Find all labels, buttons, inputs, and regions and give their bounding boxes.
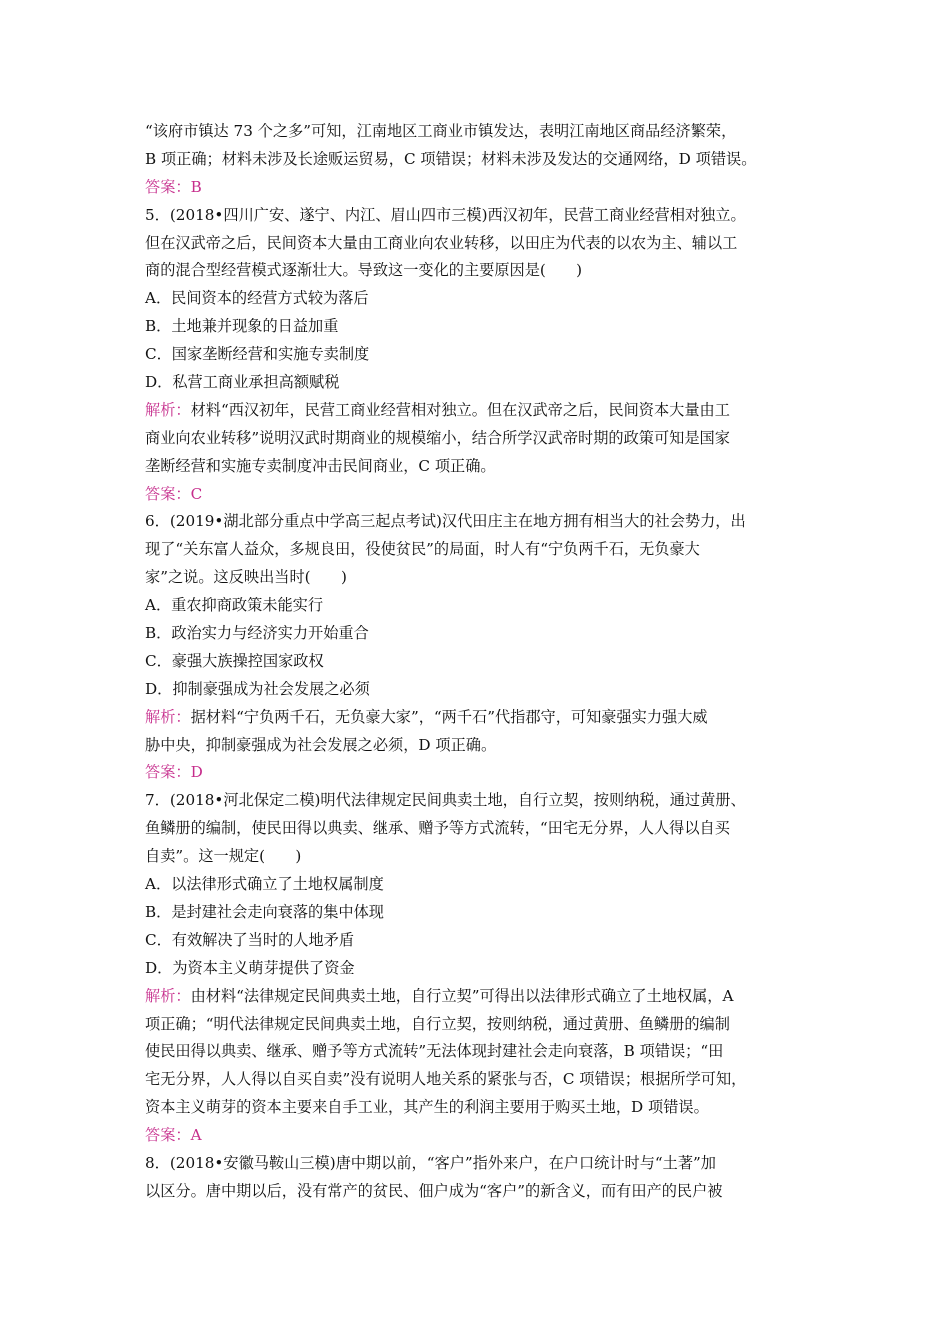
answer-value: A <box>190 1126 202 1145</box>
text-line: 商的混合型经营模式逐渐壮大。导致这一变化的主要原因是( ) <box>145 261 583 280</box>
text-line: 8．(2018•安徽马鞍山三模)唐中期以前，“客户”指外来户，在户口统计时与“土著”加 <box>145 1153 716 1172</box>
analysis-text: 由材料“法律规定民间典卖土地，自行立契”可得出以法律形式确立了土地权属，A <box>190 986 734 1005</box>
text-line: 使民田得以典卖、继承、赠予等方式流转”无法体现封建社会走向衰落，B 项错误；“田 <box>145 1042 724 1061</box>
analysis-label: 解析： <box>145 986 191 1005</box>
answer-label: 答案： <box>145 484 191 503</box>
text-line: A．重农抑商政策未能实行 <box>145 596 324 615</box>
text-line: 现了“关东富人益众，多规良田，役使贫民”的局面，时人有“宁负两千石，无负豪大 <box>145 540 700 559</box>
answer-label: 答案： <box>145 1126 191 1145</box>
text-line: B．是封建社会走向衰落的集中体现 <box>145 902 384 921</box>
analysis-label: 解析： <box>145 707 191 726</box>
analysis-label: 解析： <box>145 400 191 419</box>
document-body <box>145 118 820 1206</box>
answer-label: 答案： <box>145 763 191 782</box>
text-line: 资本主义萌芽的资本主要来自手工业，其产生的利润主要用于购买土地，D 项错误。 <box>145 1098 709 1117</box>
analysis-text: 材料“西汉初年，民营工商业经营相对独立。但在汉武帝之后，民间资本大量由工 <box>190 400 730 419</box>
text-line: 自卖”。这一规定( ) <box>145 847 302 866</box>
text-line: D．为资本主义萌芽提供了资金 <box>145 958 355 977</box>
text-line: A．以法律形式确立了土地权属制度 <box>145 875 384 894</box>
text-line: 家”之说。这反映出当时( ) <box>145 568 347 587</box>
text-line: C．豪强大族操控国家政权 <box>145 651 324 670</box>
answer-value: B <box>190 177 202 196</box>
text-line: 7．(2018•河北保定二模)明代法律规定民间典卖土地，自行立契，按则纳税，通过黄册、 <box>145 791 746 810</box>
text-line: 以区分。唐中期以后，没有常产的贫民、佃户成为“客户”的新含义，而有田产的民户被 <box>145 1181 723 1200</box>
text-line: 但在汉武帝之后，民间资本大量由工商业向农业转移，以田庄为代表的以农为主、辅以工 <box>145 233 738 252</box>
analysis-text: 据材料“宁负两千石，无负豪大家”，“两千石”代指郡守，可知豪强实力强大威 <box>190 707 708 726</box>
answer-value: C <box>190 484 203 503</box>
text-line: C．国家垄断经营和实施专卖制度 <box>145 345 370 364</box>
text-line: B．土地兼并现象的日益加重 <box>145 317 339 336</box>
answer-line <box>145 759 820 787</box>
text-line: 宅无分界，人人得以自买自卖”没有说明人地关系的紧张与否，C 项错误；根据所学可知， <box>145 1070 747 1089</box>
text-line: “该府市镇达 73 个之多”可知，江南地区工商业市镇发达，表明江南地区商品经济繁荣， <box>145 122 737 140</box>
text-line: 垄断经营和实施专卖制度冲击民间商业，C 项正确。 <box>145 456 496 475</box>
text-line: C．有效解决了当时的人地矛盾 <box>145 930 355 949</box>
analysis-line <box>145 397 820 425</box>
analysis-line <box>145 704 820 732</box>
answer-line <box>145 174 820 202</box>
text-line: A．民间资本的经营方式较为落后 <box>145 289 369 308</box>
answer-line <box>145 1122 820 1150</box>
text-line: B 项正确；材料未涉及长途贩运贸易，C 项错误；材料未涉及发达的交通网络，D 项错误。 <box>145 149 757 168</box>
text-line: 6．(2019•湖北部分重点中学高三起点考试)汉代田庄主在地方拥有相当大的社会势力，出 <box>145 512 746 531</box>
analysis-line <box>145 983 820 1011</box>
text-line: 胁中央，抑制豪强成为社会发展之必须，D 项正确。 <box>145 735 497 754</box>
answer-label: 答案： <box>145 177 191 196</box>
text-line: 商业向农业转移”说明汉武时期商业的规模缩小，结合所学汉武帝时期的政策可知是国家 <box>145 428 730 447</box>
answer-line <box>145 481 820 509</box>
text-line: D．抑制豪强成为社会发展之必须 <box>145 679 370 698</box>
answer-value: D <box>190 763 203 782</box>
text-line: D．私营工商业承担高额赋税 <box>145 373 340 392</box>
text-line: 5．(2018•四川广安、遂宁、内江、眉山四市三模)西汉初年，民营工商业经营相对独立。 <box>145 205 746 224</box>
text-line: B．政治实力与经济实力开始重合 <box>145 624 369 643</box>
text-line: 项正确；“明代法律规定民间典卖土地，自行立契，按则纳税，通过黄册、鱼鳞册的编制 <box>145 1014 730 1033</box>
text-line: 鱼鳞册的编制，使民田得以典卖、继承、赠予等方式流转，“田宅无分界，人人得以自买 <box>145 819 730 838</box>
